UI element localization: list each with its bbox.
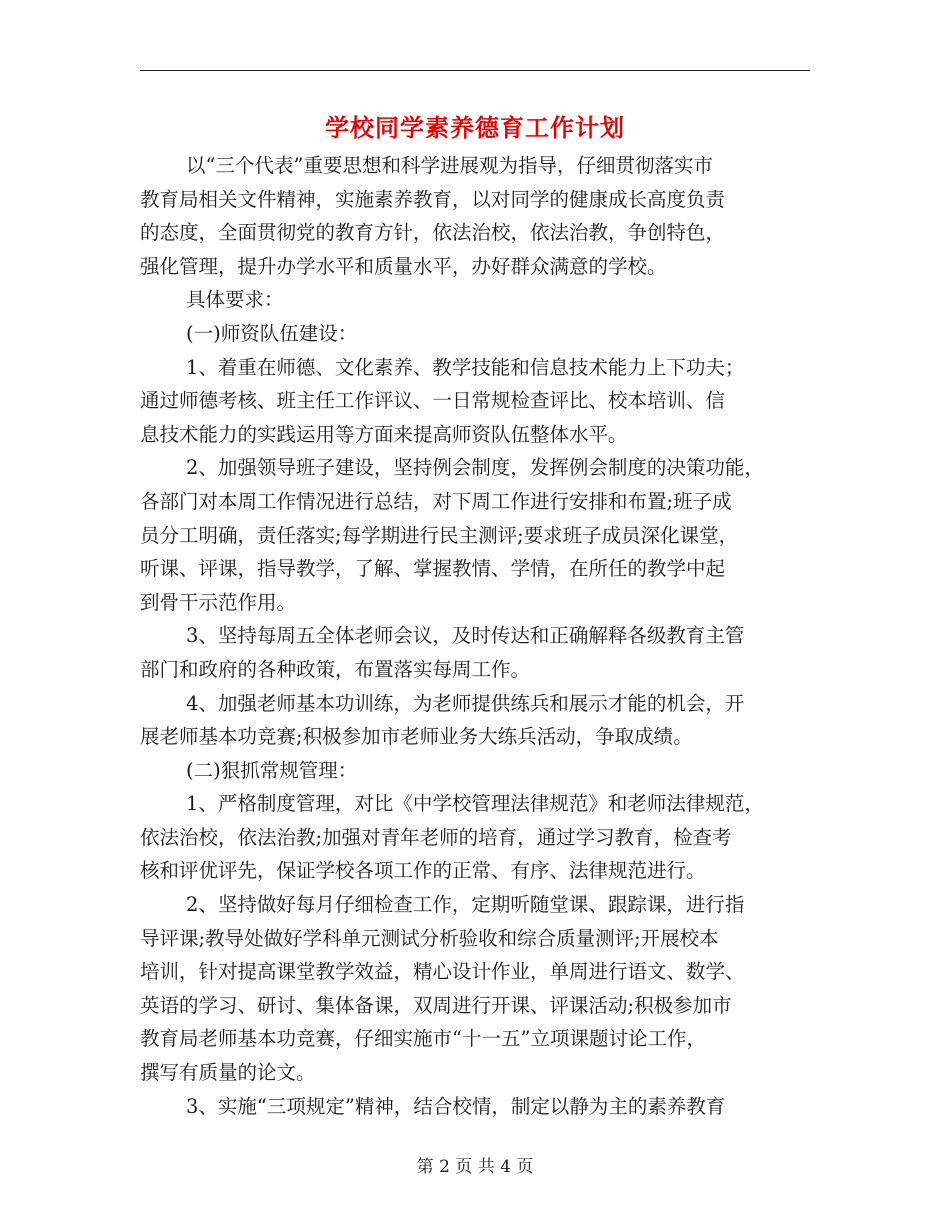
body-text-line: 2、坚持做好每月仔细检查工作，定期听随堂课、跟踪课，进行指 (186, 893, 745, 917)
body-text-line: 息技术能力的实践运用等方面来提高师资队伍整体水平。 (140, 422, 628, 446)
body-text-line: 核和评优评先，保证学校各项工作的正常、有序、法律规范进行。 (140, 859, 706, 883)
body-text-line: (二)狠抓常规管理： (186, 758, 358, 782)
body-text-line: 4、加强老师基本功训练，为老师提供练兵和展示才能的机会，开 (186, 691, 745, 715)
document-body (140, 149, 810, 1123)
body-text-line: 3、实施“三项规定”精神，结合校情，制定以静为主的素养教育 (186, 1094, 726, 1118)
body-text-line: 依法治校，依法治教;加强对青年老师的培育，通过学习教育，检查考 (140, 825, 732, 849)
body-text-line: 培训，针对提高课堂教学效益，精心设计作业，单周进行语文、数学、 (140, 960, 745, 984)
body-text-line: 2、加强领导班子建设，坚持例会制度，发挥例会制度的决策功能， (186, 456, 764, 480)
body-text-line: 的态度，全面贯彻党的教育方针，依法治校，依法治教，争创特色， (140, 221, 726, 245)
body-text-line: 以“三个代表”重要思想和科学进展观为指导，仔细贯彻落实市 (186, 154, 713, 177)
body-text-line: 1、着重在师德、文化素养、教学技能和信息技术能力上下功夫； (186, 355, 745, 379)
body-text-line: 员分工明确，责任落实;每学期进行民主测评;要求班子成员深化课堂， (140, 523, 739, 547)
body-text-line: 教育局老师基本功竞赛，仔细实施市“十一五”立项课题讨论工作， (140, 1027, 706, 1051)
body-text-line: 具体要求： (186, 288, 284, 312)
body-text-line: 通过师德考核、班主任工作评议、一日常规检查评比、校本培训、信 (140, 389, 726, 413)
header-rule (140, 70, 810, 71)
body-text-line: 强化管理，提升办学水平和质量水平，办好群众满意的学校。 (140, 254, 667, 278)
body-text-line: 撰写有质量的论文。 (140, 1061, 316, 1085)
body-text-line: 部门和政府的各种政策，布置落实每周工作。 (140, 657, 531, 681)
body-text-line: 到骨干示范作用。 (140, 590, 297, 614)
body-text-line: 各部门对本周工作情况进行总结，对下周工作进行安排和布置;班子成 (140, 489, 732, 513)
body-text-line: 听课、评课，指导教学，了解、掌握教情、学情，在所任的教学中起 (140, 557, 726, 581)
body-text-line: 英语的学习、研讨、集体备课，双周进行开课、评课活动;积极参加市 (140, 993, 732, 1017)
page-footer: 第 2 页 共 4 页 (416, 1157, 534, 1177)
body-text-line: 1、严格制度管理，对比《中学校管理法律规范》和老师法律规范， (186, 792, 764, 816)
body-text-line: 展老师基本功竞赛;积极参加市老师业务大练兵活动，争取成绩。 (140, 725, 693, 749)
body-text-line: (一)师资队伍建设： (186, 321, 358, 345)
body-text-line: 教育局相关文件精神，实施素养教育，以对同学的健康成长高度负责 (140, 187, 726, 211)
document-title: 学校同学素养德育工作计划 (325, 113, 625, 142)
body-text-line: 3、坚持每周五全体老师会议，及时传达和正确解释各级教育主管 (186, 624, 745, 648)
body-text-line: 导评课;教导处做好学科单元测试分析验收和综合质量测评;开展校本 (140, 926, 719, 950)
